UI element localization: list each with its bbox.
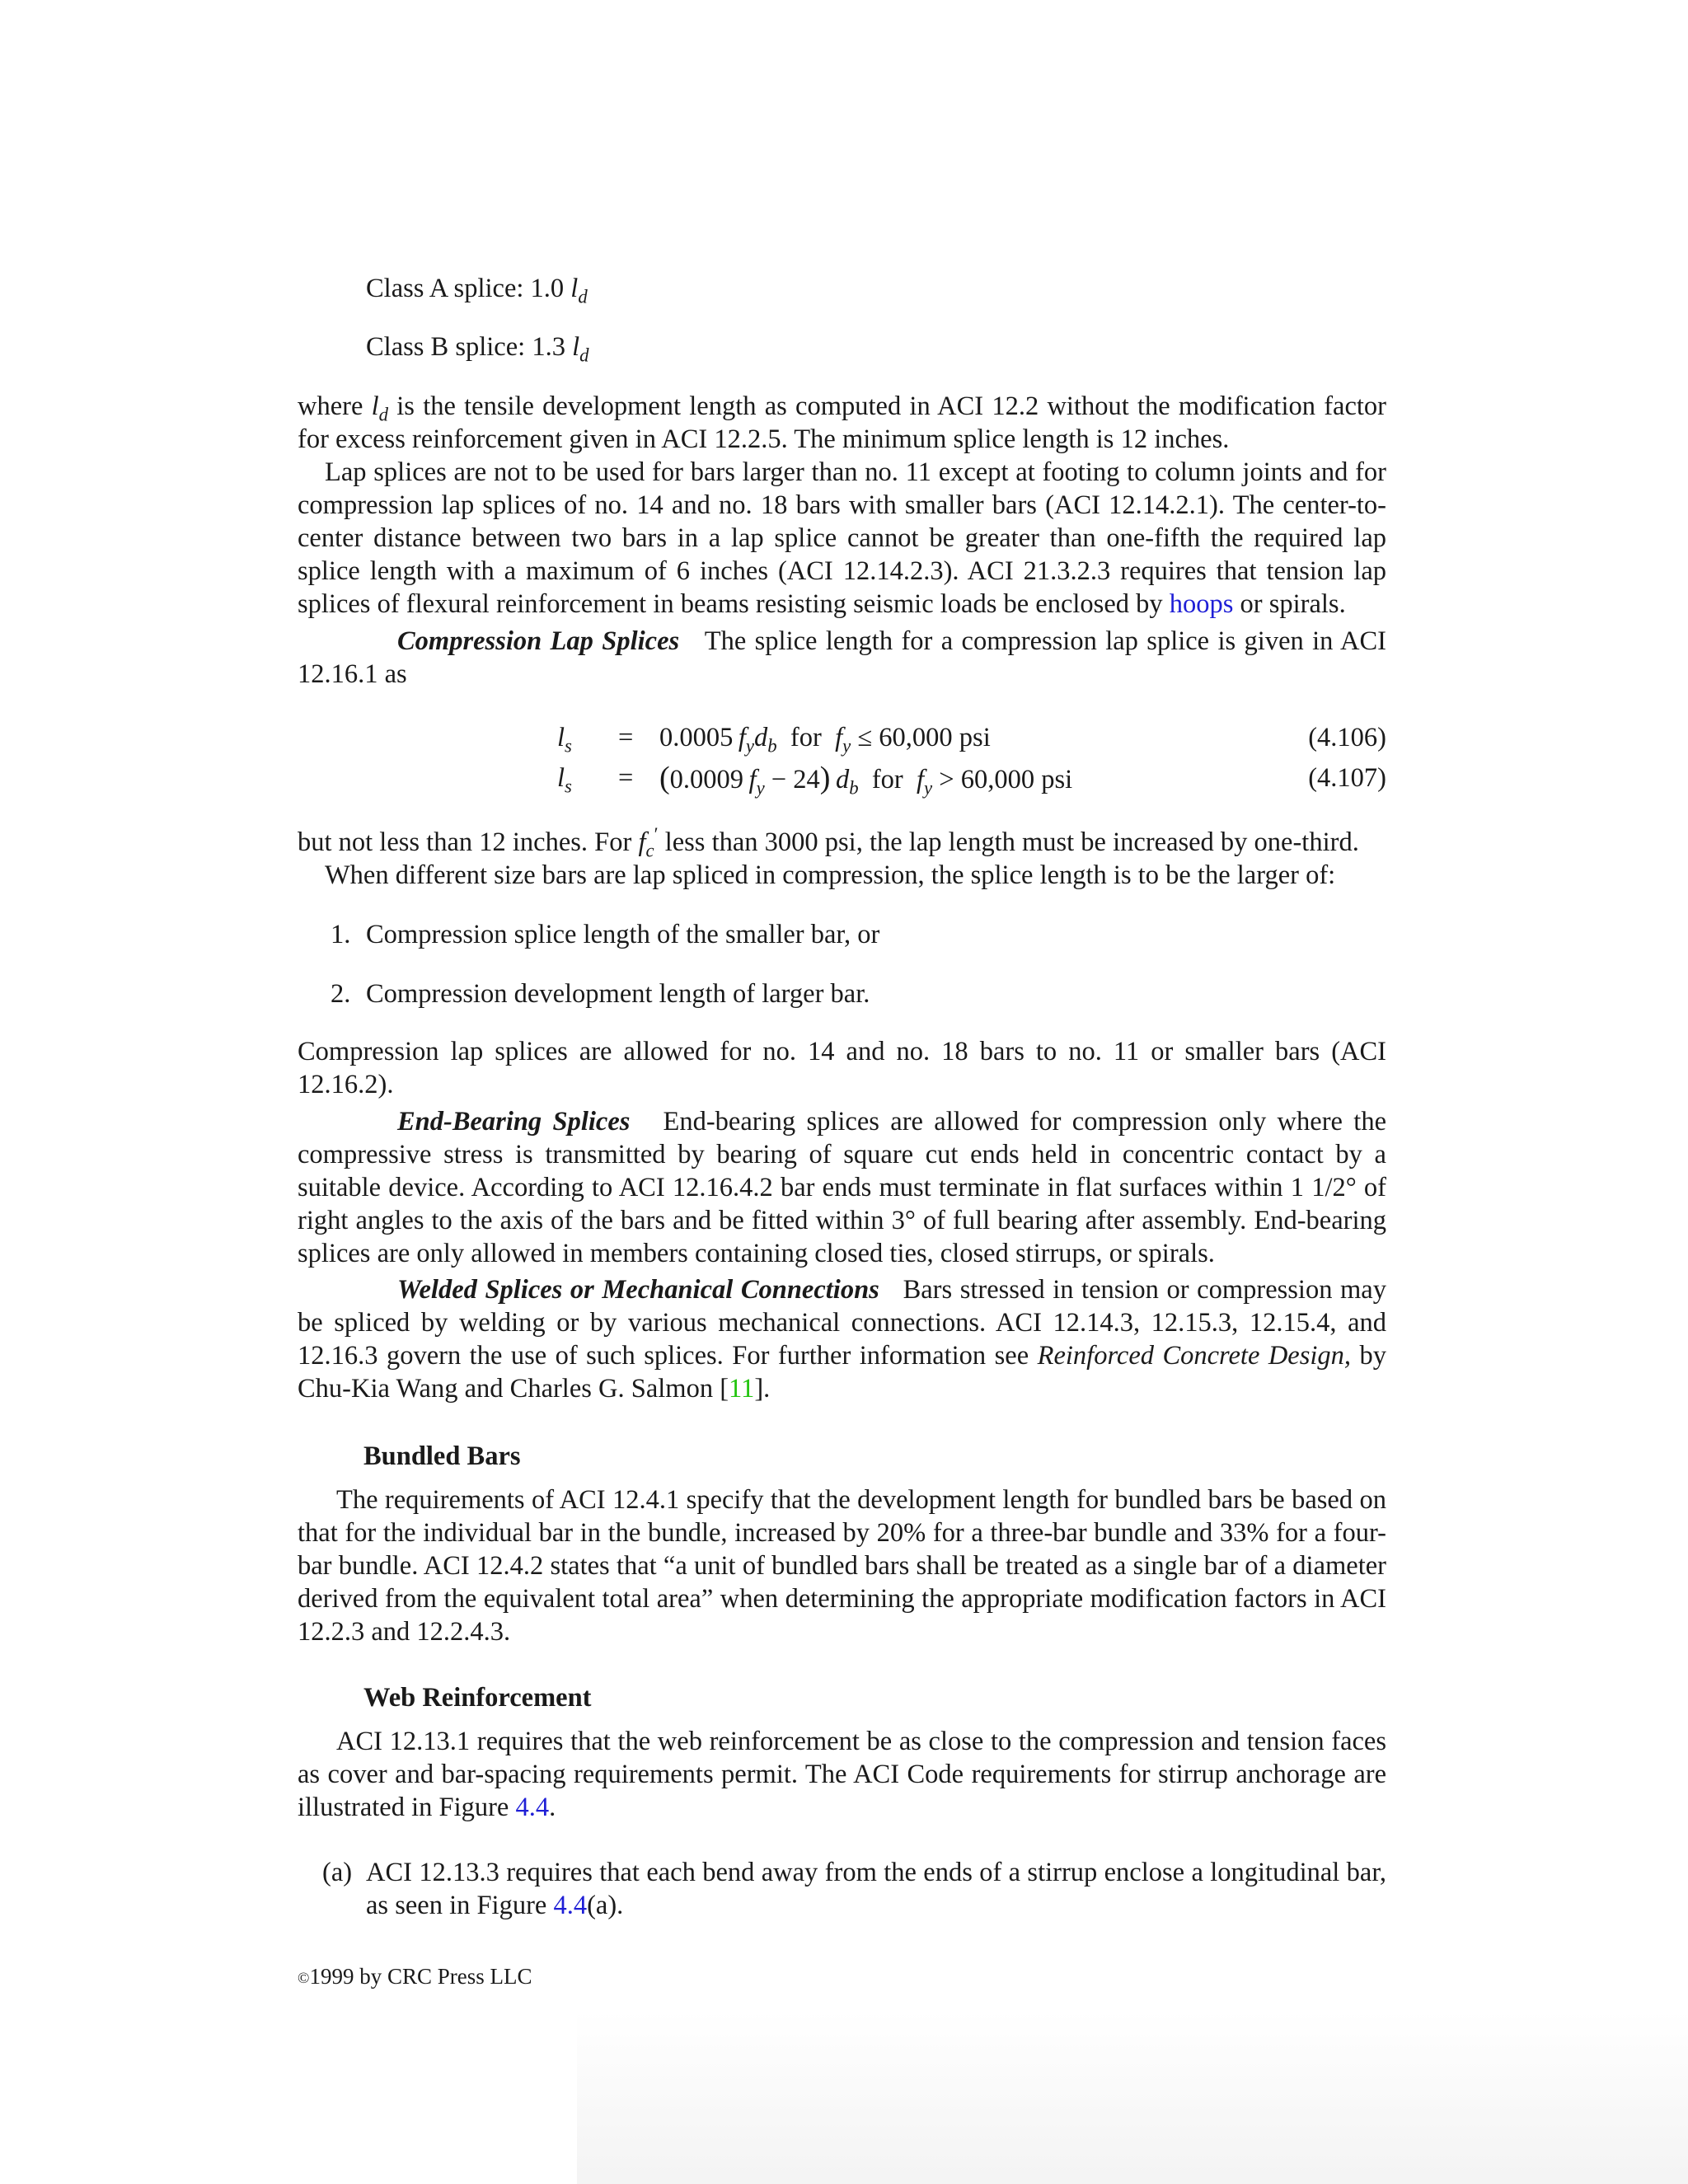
equation-number-4-106: (4.106) xyxy=(1308,723,1386,752)
list-item-1-number: 1. xyxy=(331,920,351,949)
compression-lap-splices-heading: Compression Lap Splices xyxy=(397,626,680,656)
paragraph-compression-lap-splices: Compression Lap Splices The splice length for a compression lap splice is given in ACI 12.16.1 as xyxy=(298,626,1386,689)
paragraph-where-ld: where $l_d$ is the tensile development length as computed in ACI 12.2 without the modification factor for excess reinforcement given in ACI 12.2.5. The minimum splice length is 12 inches. xyxy=(298,391,1386,454)
list-item-2-number: 2. xyxy=(331,979,351,1009)
end-bearing-splices-heading: End-Bearing Splices xyxy=(397,1107,631,1137)
class-b-value: 1.3 xyxy=(532,332,565,362)
paragraph-welded-splices: Welded Splices or Mechanical Connections Bars stressed in tension or compression may be spliced by welding or by various mechanical connections. ACI 12.14.3, 12.15.3, 12.15.4, and 12.16.3 govern the use of such splices. For further information see Reinforced Concrete Design, by Chu-Kia Wang and Charles G. Salmon [11]. xyxy=(298,1275,1387,1404)
list-item-a-text: ACI 12.13.3 requires that each bend away from the ends of a stirrup enclose a longitudinal bar, as seen in Figure 4.4(a). xyxy=(366,1858,1386,1920)
hoops-link[interactable]: hoops xyxy=(1169,589,1234,619)
class-b-label: Class B splice: xyxy=(366,332,526,362)
class-a-var: l xyxy=(570,274,579,303)
list-item-2-text: Compression development length of larger bar. xyxy=(366,979,870,1009)
figure-link-4-4[interactable]: 4.4 xyxy=(515,1793,550,1822)
copyright-symbol: © xyxy=(298,1970,310,1987)
equation-4-107: $l_s$ = (0.0009 $f_y - 24$) $d_b$ for $f_y > 60,000$ psi xyxy=(557,761,1073,799)
list-item-a-label: (a) xyxy=(322,1858,353,1887)
paragraph-lap-splices: Lap splices are not to be used for bars larger than no. 11 except at footing to column joints and for compression lap splices of no. 14 and no. 18 bars with smaller bars (ACI 12.14.2.1). The center-to-center distance between two bars in a lap splice cannot be greater than one-fifth the required lap splice length with a maximum of 6 inches (ACI 12.14.2.3). ACI 21.3.2.3 requires that tension lap splices of flexural reinforcement in beams resisting seismic loads be enclosed by hoops or spirals. xyxy=(298,457,1386,619)
class-b-var: l xyxy=(572,332,580,362)
paragraph-bundled-bars: The requirements of ACI 12.4.1 specify that the development length for bundled bars be based on that for the individual bar in the bundle, increased by 20% for a three-bar bundle and 33% for a four-bar bundle. ACI 12.4.2 states that “a unit of bundled bars shall be treated as a single bar of a diameter derived from the equivalent total area” when determining the appropriate modification factors in ACI 12.2.3 and 12.2.4.3. xyxy=(298,1485,1386,1647)
class-b-splice xyxy=(366,330,589,366)
paragraph-compression-lap-allowed: Compression lap splices are allowed for no. 14 and no. 18 bars to no. 11 or smaller bars (ACI 12.16.2). xyxy=(298,1037,1386,1099)
equation-4-106: $l_s$ = 0.0005 $f_yd_b$ for $f_y \le 60,000$ psi xyxy=(557,723,991,757)
class-a-label: Class A splice: xyxy=(366,274,524,303)
book-title: Reinforced Concrete Design, xyxy=(1037,1341,1352,1371)
figure-link-4-4a[interactable]: 4.4 xyxy=(553,1891,588,1920)
citation-link-11[interactable]: 11 xyxy=(729,1374,755,1404)
equation-number-4-107: (4.107) xyxy=(1308,763,1386,793)
welded-splices-heading: Welded Splices or Mechanical Connections xyxy=(397,1275,879,1305)
class-a-value: 1.0 xyxy=(530,274,565,303)
scan-shadow xyxy=(577,2011,1688,2184)
class-a-splice xyxy=(366,272,588,305)
ld-symbol: l xyxy=(371,391,379,421)
fc-prime-symbol: f xyxy=(638,827,646,857)
copyright-footer: ©1999 by CRC Press LLC xyxy=(298,1964,532,1989)
class-b-sub: d xyxy=(579,344,589,366)
paragraph-not-less-than: but not less than 12 inches. For $f_c'$ less than 3000 psi, the lap length must be increased by one-third. xyxy=(298,824,1359,861)
paragraph-different-size-bars: When different size bars are lap spliced in compression, the splice length is to be the larger of: xyxy=(325,860,1336,890)
class-a-sub: d xyxy=(578,286,588,307)
paragraph-end-bearing-splices: End-Bearing Splices End-bearing splices are allowed for compression only where the compressive stress is transmitted by bearing of square cut ends held in concentric contact by a suitable device. According to ACI 12.16.4.2 bar ends must terminate in flat surfaces within 1 1/2° of right angles to the axis of the bars and be fitted within 3° of full bearing after assembly. End-bearing splices are only allowed in members containing closed ties, closed stirrups, or spirals. xyxy=(298,1107,1387,1268)
section-heading-web-reinforcement: Web Reinforcement xyxy=(363,1683,592,1713)
list-item-1-text: Compression splice length of the smaller bar, or xyxy=(366,920,880,949)
paragraph-web-reinforcement: ACI 12.13.1 requires that the web reinforcement be as close to the compression and tension faces as cover and bar-spacing requirements permit. The ACI Code requirements for stirrup anchorage are illustrated in Figure 4.4. xyxy=(298,1727,1386,1822)
section-heading-bundled-bars: Bundled Bars xyxy=(363,1441,521,1471)
